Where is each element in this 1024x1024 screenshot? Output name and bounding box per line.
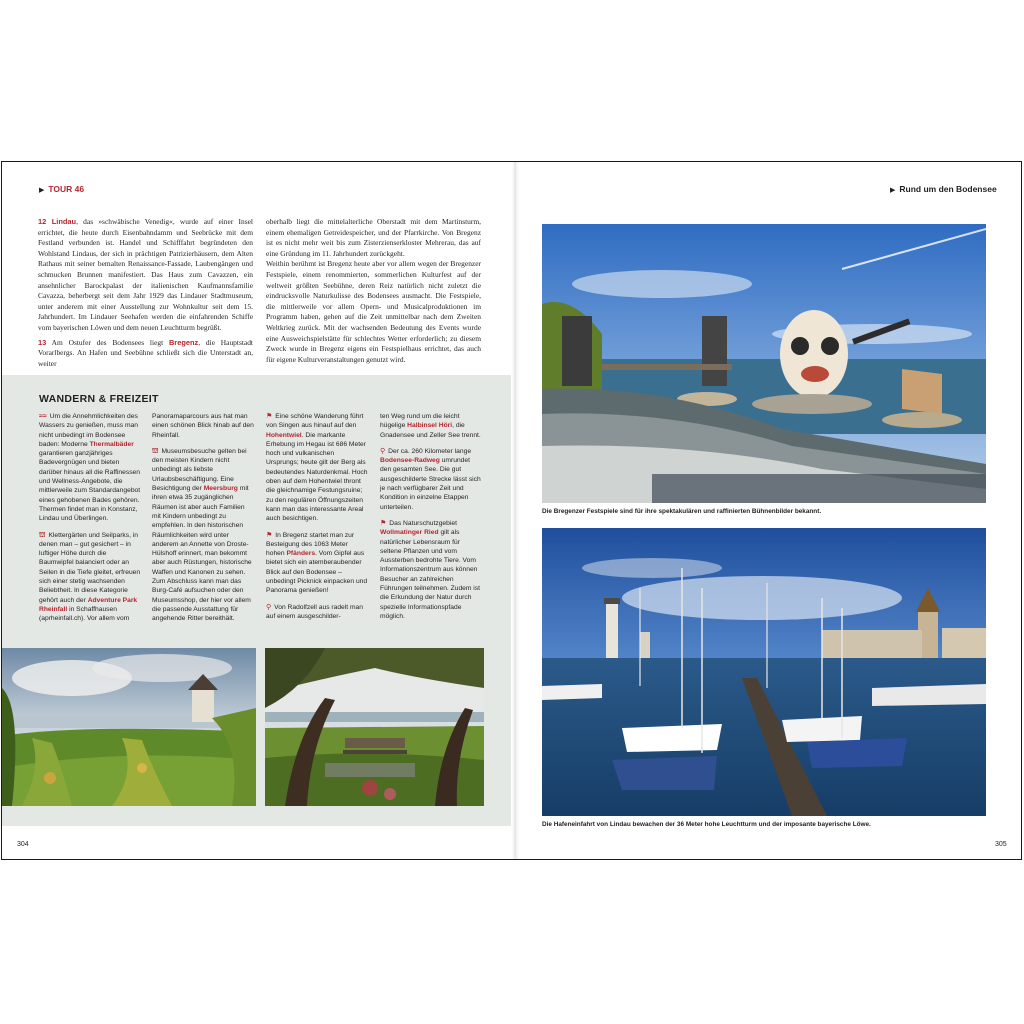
info-item-meersburg: ⛫ Museumsbesuche gelten bei den meisten Kindern nicht unbedingt als liebste Urlaubsbeschäftigung. Eine Besichtigung der Meersburg mit ihren etwa 35 zugänglichen Räumen ist aber auch Familien mit Kindern unbedingt zu empfehlen. In den historischen Räumlichkeiten wird unter anderem an Annette von Droste-Hülshoff erinnert, man bekommt aber auch Rüstungen, historische Waffen und Kanonen zu sehen. Zum Abschluss kann man das Burg-Café aufsuchen oder den Museumsshop, der hier vor allem die passende Ausstattung für angehende Ritter bereithält. xyxy=(152,447,252,623)
hiking-icon: ⚑ xyxy=(380,519,387,527)
running-head-left: ▶ TOUR 46 xyxy=(39,184,85,194)
paragraph-bregenz: 13 Am Ostufer des Bodensees liegt Bregenz, die Hauptstadt Vorarlbergs. An Hafen und Seebühne schließt sich die Unterstadt an, weiter xyxy=(38,337,254,368)
info-column-4 xyxy=(380,412,482,628)
triangle-icon: ▶ xyxy=(890,187,896,194)
hiking-icon: ⚑ xyxy=(266,413,273,420)
info-item-thermal: ≈≈ Um die Annehmlichkeiten des Wassers zu genießen, muss man nicht unbedingt im Bodensee baden: Moderne Thermalbäder garantieren ganzjähriges Badevergnügen und bieten darüber hinaus all die Raffinessen und Wellness-Angebote, die mittlerweile zum Standardangebot eines gehobenen Bades gehören. Thermen findet man in Konstanz, Lindau und Überlingen. xyxy=(39,413,141,523)
paragraph-lindau: 12 Lindau, das »schwäbische Venedig«, wurde auf einer Insel errichtet, die heute durch Eisenbahndamm und Seebrücke mit dem Festland verbunden ist. Handel und Schifffahrt begründeten den Wohlstand Lindaus, der sich in prächtigen Patrizierhäusern, dem Alten Rathaus mit seiner bemalten Renaissance-Fassade, Laubengängen und schmucken Brunnen manifestiert. Das Haus zum Cavazzen, ein ansehnlicher Barockpalast der italienischen Kaufmannsfamilie Cavazza, beherbergt seit dem Jahr 1929 das Lindauer Stadtmuseum, unter anderem mit einer Ausstellung zur Wohnkultur seit dem 15. Jahrhundert. Im Lindauer Seehafen werden die einfahrenden Schiffe vom bayerischen Löwen und dem neuen Leuchtturm begrüßt. xyxy=(38,217,253,332)
book-spread xyxy=(1,161,1022,860)
info-item-radweg: ⚲ Der ca. 260 Kilometer lange Bodensee-Radweg umrundet den gesamten See. Die gut ausgeschilderte Strecke lässt sich je nach verfügbarer Zeit und Kondition in einzelne Etappen unterteilen. xyxy=(380,447,481,511)
bicycle-icon: ⚲ xyxy=(266,603,272,611)
page-gutter xyxy=(512,162,520,859)
info-column-1 xyxy=(39,412,141,631)
info-item-pfaender: ⚑ In Bregenz startet man zur Besteigung des 1063 Meter hohen Pfänders. Vom Gipfel aus bietet sich ein atemberaubender Blick auf den Bodensee – unbedingt Picknick einpacken und Panorama genießen! xyxy=(266,531,368,595)
triangle-icon: ▶ xyxy=(39,187,45,194)
running-head-right: ▶ Rund um den Bodensee xyxy=(890,184,997,194)
paragraph-oberstadt: oberhalb liegt die mittelalterliche Oberstadt mit dem Martinsturm, einem ehemaligen Getreidespeicher, und der Pfarrkirche. Von Bregenz ist es nicht mehr weit bis zum Zisterzienserkloster Mehrerau, das auf eine Gründung im 11. Jahrhundert zurückgeht. xyxy=(266,217,481,258)
info-column-3 xyxy=(266,412,368,628)
info-item-radolfzell: ⚲ Von Radolfzell aus radelt man auf einem ausgeschilder- xyxy=(266,603,363,620)
photo-bregenz-stage xyxy=(542,224,986,503)
family-icon: ⛫ xyxy=(152,447,159,455)
caption-bregenz: Die Bregenzer Festspiele sind für ihre spektakulären und raffinierten Bühnenbilder bekannt. xyxy=(542,508,822,515)
photo-lindau-harbour xyxy=(542,528,986,816)
info-item-hoeri: ten Weg rund um die leicht hügelige Halbinsel Höri, die Gnadensee und Zeller See trennt. xyxy=(380,413,481,439)
info-item-ried: ⚑ Das Naturschutzgebiet Wollmatinger Ried gilt als natürlicher Lebensraum für seltene Pflanzen und vom Aussterben bedrohte Tiere. Vom Informationszentrum aus können Besucher an zahlreichen Führungen teilnehmen. Zudem ist die Erkundung der Natur durch spezielle Informationspfade möglich. xyxy=(380,519,480,620)
info-column-2 xyxy=(152,412,254,631)
water-icon: ≈≈ xyxy=(39,413,47,420)
photo-vineyard-tower xyxy=(2,648,256,806)
paragraph-festspiele: Weithin berühmt ist Bregenz heute aber vor allem wegen der Bregenzer Festspiele, einem renommierten, sommerlichen Kulturfest auf der weltweit größten Seebühne, deren Reiz natürlich nicht zuletzt die eindrucksvolle Naturkulisse des Bodensees ausmacht. Die Festspiele, die mittlerweile vor allem Opern- und Musicalproduktionen im Programm haben, gehen auf die Zeit unmittelbar nach dem Zweiten Weltkrieg zurück. Mit der wachsenden Bedeutung des Events wurde eine Ausweichspielstätte für schlechtes Wetter erforderlich; zu diesem Zweck wurde in Bregenz eigens ein Festspielhaus errichtet, das auch für eigene Kulturveranstaltungen genutzt wird. xyxy=(266,259,481,364)
bicycle-icon: ⚲ xyxy=(380,447,386,455)
hiking-icon: ⚑ xyxy=(266,531,273,539)
page-number-right: 305 xyxy=(995,841,1007,848)
caption-lindau: Die Hafeneinfahrt von Lindau bewachen der 36 Meter hohe Leuchtturm und der imposante bayerische Löwe. xyxy=(542,821,871,828)
body-column-1 xyxy=(38,217,253,373)
family-icon: ⛫ xyxy=(39,531,46,539)
info-item-rheinfall: Panoramaparcours aus hat man einen schönen Blick hinab auf den Rheinfall. xyxy=(152,413,254,439)
page-number-left: 304 xyxy=(17,841,29,848)
photo-tree-bench xyxy=(265,648,484,806)
info-item-hohentwiel: ⚑ Eine schöne Wanderung führt von Singen aus hinauf auf den Hohentwiel. Die markante Erhebung im Hegau ist 686 Meter hoch und vulkanischen Ursprungs; heute gilt der Berg als bedeutendes Naturdenkmal. Hoch oben auf dem Hohentwiel thront die gleichnamige Festungsruine; zu den regulären Öffnungszeiten kann man das interessante Areal auch besichtigen. xyxy=(266,413,368,523)
body-column-2 xyxy=(266,217,481,369)
info-box-title: WANDERN & FREIZEIT xyxy=(39,393,159,405)
info-item-climbing: ⛫ Klettergärten und Seilparks, in denen man – gut gesichert – in luftiger Höhe durch die Baumwipfel balanciert oder an Seilen in die Tiefe gleitet, erfreuen sich einer stetig wachsenden Beliebtheit. In diese Kategorie gehört auch der Adventure Park Rheinfall in Schaffhausen (aprheinfall.ch). Vor allem vom xyxy=(39,531,141,623)
